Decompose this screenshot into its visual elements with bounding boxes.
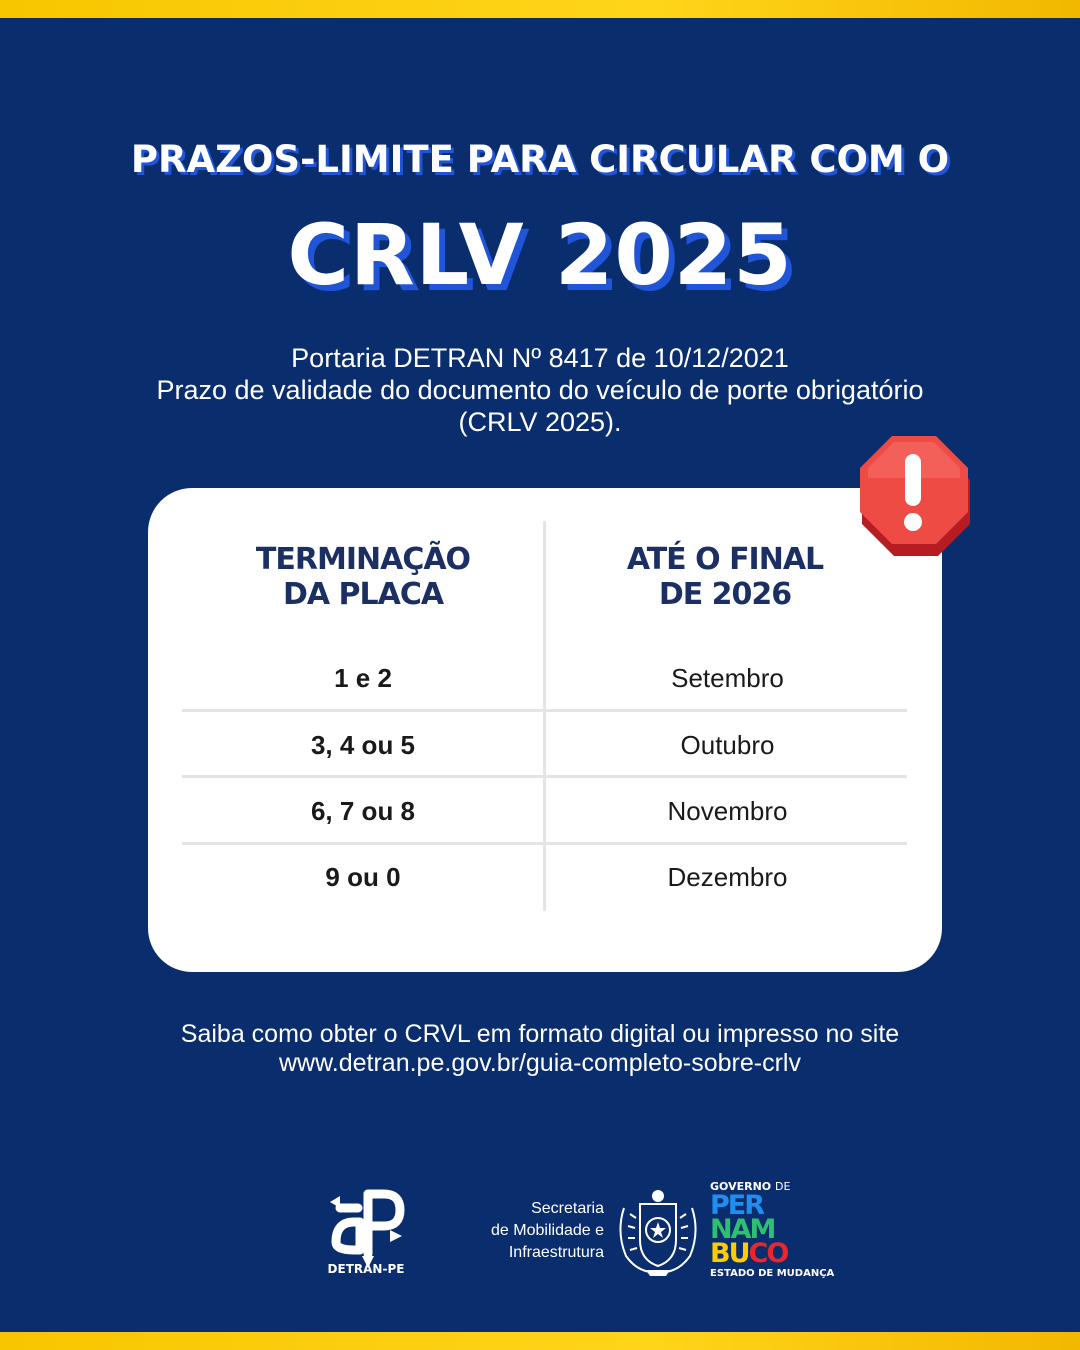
column-header-plate-line1: TERMINAÇÃO	[255, 542, 471, 577]
deadline-month-cell: Outubro	[680, 730, 775, 760]
deadline-month-cell: Novembro	[667, 796, 788, 826]
column-header-deadline-line2: DE 2026	[658, 577, 792, 612]
headline-crlv: CRLV 2025	[287, 206, 793, 304]
plate-ending-cell: 3, 4 ou 5	[310, 730, 416, 760]
table-row	[182, 713, 907, 777]
footer-line1: Saiba como obter o CRVL em formato digital ou impresso no site	[180, 1020, 900, 1048]
bottom-accent-stripe	[0, 1332, 1080, 1350]
column-header-plate-line2: DA PLACA	[282, 577, 444, 612]
estado-de-mudanca-label: ESTADO DE MUDANÇA	[710, 1268, 835, 1279]
governo-de-word: DE	[774, 1180, 791, 1193]
plate-ending-cell: 6, 7 ou 8	[310, 796, 416, 826]
deadline-month-cell: Dezembro	[667, 862, 788, 892]
pernambuco-co: CO	[748, 1238, 788, 1269]
column-header-deadline	[560, 542, 890, 612]
intro-text	[0, 342, 1080, 438]
secretaria-mobilidade-text	[420, 1198, 604, 1264]
row-divider	[182, 709, 907, 712]
secretaria-line3: Infraestrutura	[508, 1244, 604, 1261]
deadline-month-cell: Setembro	[671, 663, 784, 693]
table-row	[182, 646, 907, 710]
exclamation-octagon-icon	[852, 430, 976, 566]
footer-url[interactable]: www.detran.pe.gov.br/guia-completo-sobre-crlv	[279, 1049, 801, 1077]
governo-pernambuco-logo	[710, 1180, 840, 1280]
headline-line1: PRAZOS-LIMITE PARA CIRCULAR COM O	[130, 138, 950, 181]
row-divider	[182, 775, 907, 778]
governo-word: GOVERNO	[710, 1180, 772, 1193]
plate-ending-cell: 1 e 2	[334, 663, 392, 693]
pernambuco-buco	[710, 1238, 788, 1269]
pernambuco-coat-of-arms-icon	[610, 1184, 706, 1280]
pernambuco-nam: NAM	[710, 1214, 775, 1245]
intro-portaria: Portaria DETRAN Nº 8417 de 10/12/2021	[291, 343, 789, 373]
plate-ending-cell: 9 ou 0	[325, 862, 401, 892]
intro-description: Prazo de validade do documento do veículo de porte obrigatório	[156, 375, 924, 405]
table-row	[182, 845, 907, 909]
detran-pe-label: DETRAN-PE	[327, 1262, 405, 1276]
deadline-table-card	[148, 488, 942, 972]
pernambuco-per: PER	[710, 1190, 764, 1221]
footer-info	[0, 1020, 1080, 1078]
top-accent-stripe	[0, 0, 1080, 18]
secretaria-line2: de Mobilidade e	[491, 1222, 604, 1239]
pernambuco-bu: BU	[710, 1238, 749, 1269]
secretaria-line1: Secretaria	[531, 1200, 604, 1217]
table-row	[182, 779, 907, 843]
intro-crlv-note: (CRLV 2025).	[458, 407, 622, 437]
column-header-plate	[198, 542, 528, 612]
column-header-deadline-line1: ATÉ O FINAL	[626, 542, 824, 577]
